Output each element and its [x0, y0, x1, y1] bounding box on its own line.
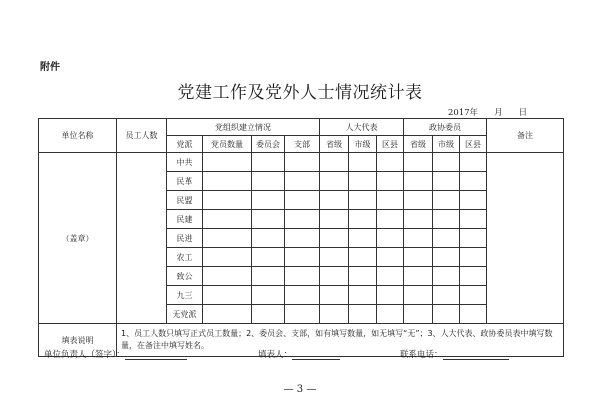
data-cell[interactable]	[252, 172, 285, 191]
phone-label: 联系电话：	[400, 350, 443, 360]
data-cell[interactable]	[460, 153, 487, 172]
date-month: 月	[494, 108, 503, 118]
data-cell[interactable]	[460, 267, 487, 286]
date-line	[448, 106, 527, 118]
data-cell[interactable]	[404, 286, 433, 305]
unit-leader-label: 单位负责人（签字）：	[44, 350, 125, 360]
unit-leader-line[interactable]	[125, 350, 187, 360]
data-cell[interactable]	[349, 229, 377, 248]
data-cell[interactable]	[460, 248, 487, 267]
cppcc-district-subheader: 区县	[460, 136, 487, 153]
npc-district-subheader: 区县	[377, 136, 404, 153]
cppcc-city-subheader: 市级	[433, 136, 460, 153]
committee-subheader: 委员会	[252, 136, 285, 153]
data-cell[interactable]	[349, 267, 377, 286]
data-cell[interactable]	[349, 286, 377, 305]
data-cell[interactable]	[320, 210, 349, 229]
data-cell[interactable]	[320, 286, 349, 305]
data-cell[interactable]	[285, 191, 320, 210]
header-row-1	[39, 119, 564, 136]
data-cell[interactable]	[320, 229, 349, 248]
data-cell[interactable]	[404, 191, 433, 210]
data-cell[interactable]	[349, 305, 377, 324]
data-cell[interactable]	[377, 191, 404, 210]
party-name-cell: 中共	[167, 153, 203, 172]
data-cell[interactable]	[203, 305, 252, 324]
data-cell[interactable]	[377, 286, 404, 305]
data-cell[interactable]	[349, 153, 377, 172]
data-cell[interactable]	[433, 267, 460, 286]
member-count-subheader: 党员数量	[203, 136, 252, 153]
data-cell[interactable]	[320, 172, 349, 191]
branch-subheader: 支部	[285, 136, 320, 153]
data-cell[interactable]	[320, 191, 349, 210]
data-cell[interactable]	[285, 305, 320, 324]
staff-count-cell[interactable]	[117, 153, 167, 324]
data-cell[interactable]	[252, 248, 285, 267]
npc-province-subheader: 省级	[320, 136, 349, 153]
data-cell[interactable]	[377, 305, 404, 324]
data-cell[interactable]	[377, 172, 404, 191]
party-subheader: 党派	[167, 136, 203, 153]
data-cell[interactable]	[285, 248, 320, 267]
data-cell[interactable]	[252, 286, 285, 305]
phone-field	[400, 348, 509, 360]
phone-line[interactable]	[443, 350, 509, 360]
party-org-header: 党组织建立情况	[167, 119, 320, 136]
data-cell[interactable]	[320, 267, 349, 286]
data-cell[interactable]	[320, 153, 349, 172]
party-name-cell: 民革	[167, 172, 203, 191]
data-cell[interactable]	[203, 267, 252, 286]
data-cell[interactable]	[349, 248, 377, 267]
unit-leader-field	[44, 348, 187, 360]
data-cell[interactable]	[404, 248, 433, 267]
remarks-cell[interactable]	[487, 153, 564, 324]
party-row	[39, 153, 564, 172]
party-name-cell: 民进	[167, 229, 203, 248]
data-cell[interactable]	[404, 153, 433, 172]
data-cell[interactable]	[460, 305, 487, 324]
data-cell[interactable]	[377, 210, 404, 229]
page-number: — 3 —	[283, 384, 317, 395]
data-cell[interactable]	[433, 229, 460, 248]
filler-field	[258, 348, 340, 360]
data-cell[interactable]	[377, 248, 404, 267]
data-cell[interactable]	[404, 210, 433, 229]
data-cell[interactable]	[203, 248, 252, 267]
data-cell[interactable]	[460, 172, 487, 191]
data-cell[interactable]	[377, 153, 404, 172]
data-cell[interactable]	[203, 229, 252, 248]
party-name-cell: 农工	[167, 248, 203, 267]
data-cell[interactable]	[285, 229, 320, 248]
date-year: 2017年	[448, 108, 479, 118]
data-cell[interactable]	[433, 305, 460, 324]
data-cell[interactable]	[285, 267, 320, 286]
data-cell[interactable]	[377, 229, 404, 248]
data-cell[interactable]	[433, 286, 460, 305]
page-title: 党建工作及党外人士情况统计表	[177, 83, 423, 103]
seal-cell: （盖章）	[39, 153, 117, 324]
data-cell[interactable]	[285, 172, 320, 191]
remarks-header: 备注	[487, 119, 564, 153]
unit-name-header: 单位名称	[39, 119, 117, 153]
data-cell[interactable]	[433, 210, 460, 229]
cppcc-province-subheader: 省级	[404, 136, 433, 153]
date-day: 日	[518, 108, 528, 118]
party-name-cell: 无党派	[167, 305, 203, 324]
data-cell[interactable]	[404, 305, 433, 324]
data-cell[interactable]	[252, 305, 285, 324]
data-cell[interactable]	[404, 229, 433, 248]
data-cell[interactable]	[203, 172, 252, 191]
data-cell[interactable]	[460, 191, 487, 210]
attachment-label: 附件	[40, 62, 60, 73]
filler-line[interactable]	[292, 350, 340, 360]
data-cell[interactable]	[349, 191, 377, 210]
npc-city-subheader: 市级	[349, 136, 377, 153]
data-cell[interactable]	[285, 286, 320, 305]
npc-header: 人大代表	[320, 119, 404, 136]
data-cell[interactable]	[203, 191, 252, 210]
data-cell[interactable]	[433, 191, 460, 210]
note-text: 1、员工人数只填写正式员工数量；2、委员会、支部，如有填写数量，如无填写“无”；3、人大代表、政协委员表中填写数量，在备注中填写姓名。	[117, 324, 564, 357]
data-cell[interactable]	[433, 248, 460, 267]
data-cell[interactable]	[377, 267, 404, 286]
data-cell[interactable]	[320, 305, 349, 324]
data-cell[interactable]	[252, 191, 285, 210]
data-cell[interactable]	[252, 153, 285, 172]
cppcc-header: 政协委员	[404, 119, 487, 136]
data-cell[interactable]	[252, 267, 285, 286]
data-cell[interactable]	[285, 210, 320, 229]
party-name-cell: 民建	[167, 210, 203, 229]
data-cell[interactable]	[203, 153, 252, 172]
party-name-cell: 致公	[167, 267, 203, 286]
data-cell[interactable]	[460, 286, 487, 305]
data-cell[interactable]	[460, 229, 487, 248]
filler-label: 填表人：	[258, 350, 293, 360]
data-cell[interactable]	[252, 229, 285, 248]
data-cell[interactable]	[433, 153, 460, 172]
staff-count-header: 员工人数	[117, 119, 167, 153]
data-cell[interactable]	[349, 172, 377, 191]
party-name-cell: 民盟	[167, 191, 203, 210]
data-cell[interactable]	[349, 210, 377, 229]
party-name-cell: 九三	[167, 286, 203, 305]
data-cell[interactable]	[203, 286, 252, 305]
statistics-table	[38, 118, 564, 357]
data-cell[interactable]	[404, 267, 433, 286]
data-cell[interactable]	[404, 172, 433, 191]
data-cell[interactable]	[203, 210, 252, 229]
data-cell[interactable]	[252, 210, 285, 229]
data-cell[interactable]	[460, 210, 487, 229]
note-label: 填表说明	[39, 324, 117, 357]
data-cell[interactable]	[433, 172, 460, 191]
data-cell[interactable]	[285, 153, 320, 172]
data-cell[interactable]	[320, 248, 349, 267]
